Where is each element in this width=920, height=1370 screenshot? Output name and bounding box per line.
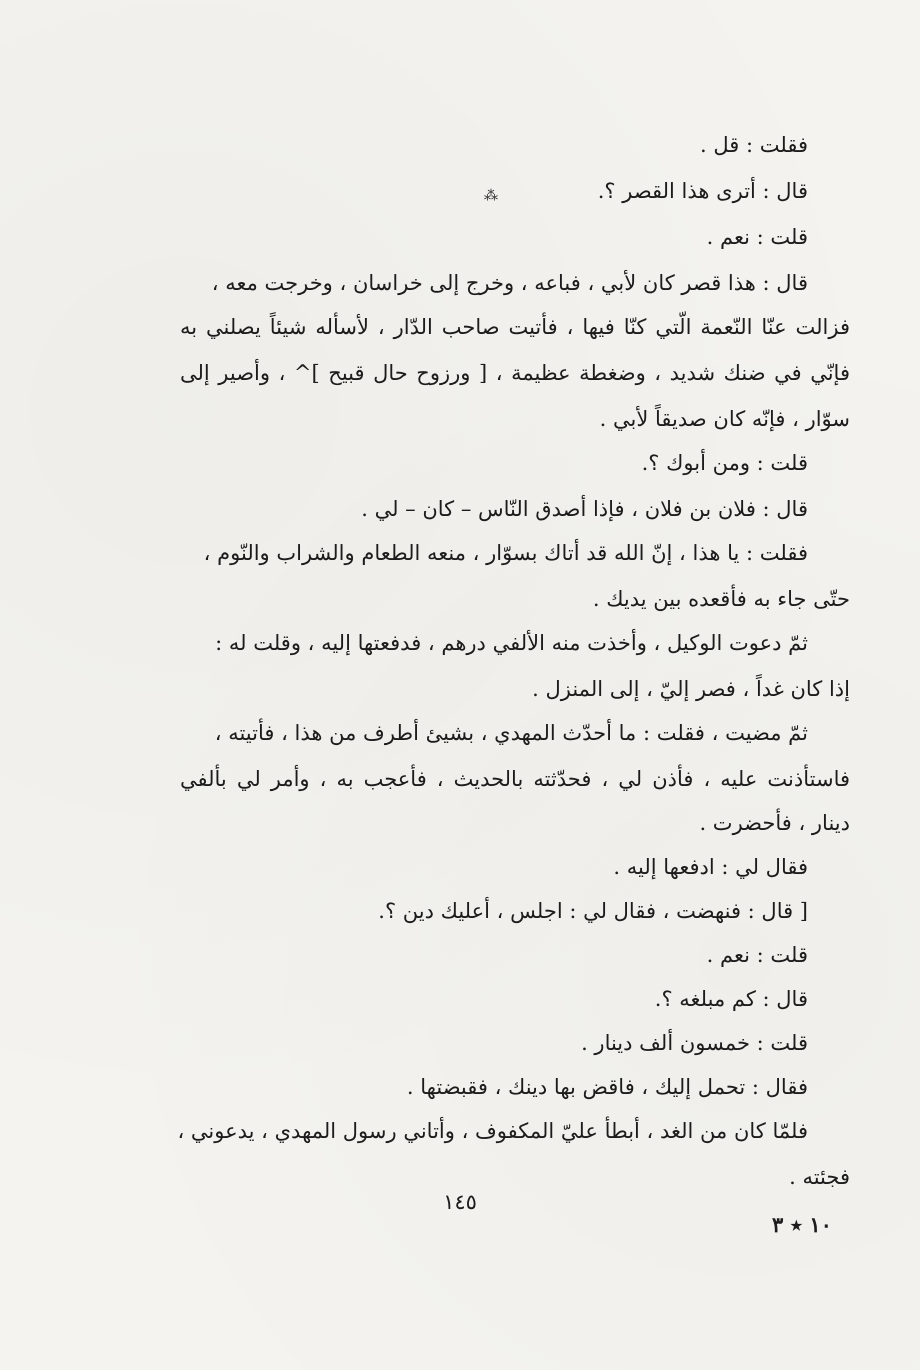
text-line: [ قال : فنهضت ، فقال لي : اجلس ، أعليك دين ؟.: [378, 899, 808, 923]
text-line: إذا كان غداً ، فصر إليّ ، إلى المنزل .: [532, 677, 850, 701]
text-line: فلمّا كان من الغد ، أبطأ عليّ المكفوف ، وأتاني رسول المهدي ، يدعوني ،: [177, 1119, 808, 1143]
text-line: فاستأذنت عليه ، فأذن لي ، فحدّثته بالحديث ، فأعجب به ، وأمر لي بألفي: [180, 767, 850, 791]
text-line: فجئته .: [789, 1165, 850, 1189]
text-line: قلت : نعم .: [706, 943, 808, 967]
text-line: قال : أترى هذا القصر ؟.: [597, 179, 808, 203]
text-line: قلت : خمسون ألف دينار .: [581, 1031, 808, 1055]
text-line: دينار ، فأحضرت .: [699, 811, 850, 835]
text-line: ثمّ مضيت ، فقلت : ما أحدّث المهدي ، بشيئ أطرف من هذا ، فأتيته ،: [214, 721, 808, 745]
text-line: فقال : تحمل إليك ، فاقض بها دينك ، فقبضتها .: [406, 1075, 808, 1099]
page-number: ١٤٥: [443, 1190, 477, 1214]
text-line: قلت : ومن أبوك ؟.: [641, 451, 808, 475]
ink-mark: ⁂: [484, 188, 498, 204]
text-line: فإنّي في ضنك شديد ، وضغطة عظيمة ، [ ورزوح حال قبيح ]^ ، وأصير إلى: [180, 361, 850, 385]
text-line: فزالت عنّا النّعمة الّتي كنّا فيها ، فأتيت صاحب الدّار ، لأسأله شيئاً يصلني به: [180, 315, 850, 339]
text-line: فقلت : قل .: [700, 133, 808, 157]
text-line: قال : فلان بن فلان ، فإذا أصدق النّاس – كان – لي .: [361, 497, 808, 521]
text-line: فقلت : يا هذا ، إنّ الله قد أتاك بسوّار ، منعه الطعام والشراب والنّوم ،: [203, 541, 808, 565]
text-line: سوّار ، فإنّه كان صديقاً لأبي .: [599, 407, 850, 431]
text-line: ثمّ دعوت الوكيل ، وأخذت منه الألفي درهم ، فدفعتها إليه ، وقلت له :: [215, 631, 808, 655]
text-line: قال : كم مبلغه ؟.: [654, 987, 808, 1011]
text-line: فقال لي : ادفعها إليه .: [613, 855, 808, 879]
text-line: حتّى جاء به فأقعده بين يديك .: [592, 587, 850, 611]
text-line: قلت : نعم .: [706, 225, 808, 249]
signature-mark: ١٠ ٭ ٣: [772, 1212, 832, 1237]
text-line: قال : هذا قصر كان لأبي ، فباعه ، وخرج إلى خراسان ، وخرجت معه ،: [211, 271, 808, 295]
